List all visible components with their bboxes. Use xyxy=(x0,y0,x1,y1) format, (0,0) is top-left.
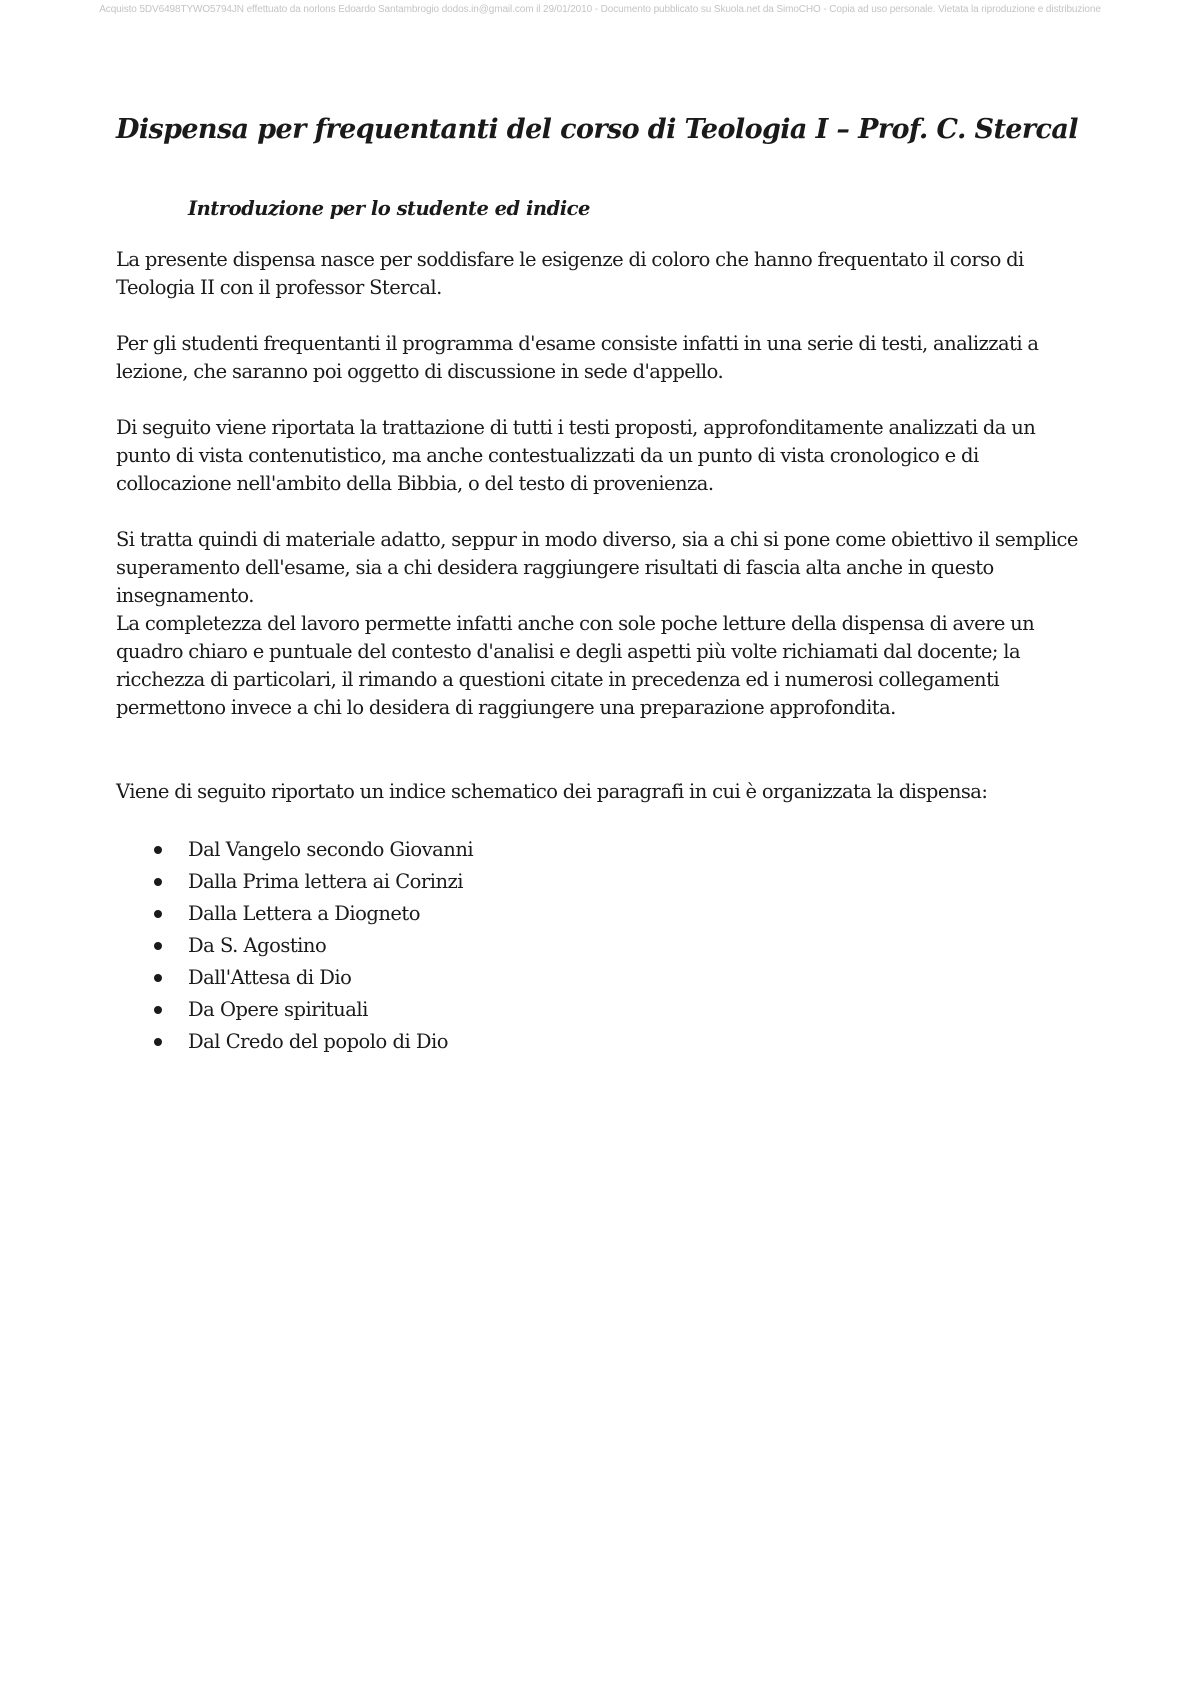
bullet-icon xyxy=(154,1006,162,1014)
bullet-icon xyxy=(154,846,162,854)
list-item-label: Da Opere spirituali xyxy=(188,998,368,1021)
list-item-label: Da S. Agostino xyxy=(188,934,327,957)
paragraph: La completezza del lavoro permette infatti anche con sole poche letture della dispensa di avere un quadro chiaro e puntuale del contesto d'analisi e degli aspetti più volte richiamati dal docente; la ricchezza di particolari, il rimando a questioni citate in precedenza ed i numerosi collegamenti permettono invece a chi lo desidera di raggiungere una preparazione approfondita. xyxy=(116,612,1035,719)
list-item xyxy=(154,866,1086,898)
list-item xyxy=(154,898,1086,930)
list-item-label: Dalla Prima lettera ai Corinzi xyxy=(188,870,464,893)
list-item xyxy=(154,1026,1086,1058)
document-page xyxy=(116,110,1086,1058)
list-item xyxy=(154,834,1086,866)
document-title: Dispensa per frequentanti del corso di Teologia I – Prof. C. Stercal xyxy=(116,114,1078,145)
list-item-label: Dalla Lettera a Diogneto xyxy=(188,902,420,925)
bullet-icon xyxy=(154,942,162,950)
paragraph: Si tratta quindi di materiale adatto, seppur in modo diverso, sia a chi si pone come obiettivo il semplice superamento dell'esame, sia a chi desidera raggiungere risultati di fascia alta anche in questo insegnamento. xyxy=(116,528,1078,607)
list-item-label: Dal Vangelo secondo Giovanni xyxy=(188,838,474,861)
list-item xyxy=(154,962,1086,994)
paragraph: La presente dispensa nasce per soddisfare le esigenze di coloro che hanno frequentato il corso di Teologia II con il professor Stercal. xyxy=(116,248,1024,299)
index-intro: Viene di seguito riportato un indice schematico dei paragrafi in cui è organizzata la dispensa: xyxy=(116,780,988,803)
bullet-icon xyxy=(154,1038,162,1046)
paragraph: Per gli studenti frequentanti il programma d'esame consiste infatti in una serie di testi, analizzati a lezione, che saranno poi oggetto di discussione in sede d'appello. xyxy=(116,332,1039,383)
list-item-label: Dall'Attesa di Dio xyxy=(188,966,352,989)
index-list xyxy=(154,834,1086,1058)
list-item xyxy=(154,930,1086,962)
paragraph: Di seguito viene riportata la trattazione di tutti i testi proposti, approfonditamente analizzati da un punto di vista contenutistico, ma anche contestualizzati da un punto di vista cronologico e di collocazione nell'ambito della Bibbia, o del testo di provenienza. xyxy=(116,416,1036,495)
watermark-text: Acquisto 5DV6498TYWO5794JN effettuato da norlons Edoardo Santambrogio dodos.in@gmail.com il 29/01/2010 - Documento pubblicato su Skuola.net da SimoCHO - Copia ad uso personale. Vietata la riproduzione e distribuzione xyxy=(99,4,1101,15)
bullet-icon xyxy=(154,878,162,886)
bullet-icon xyxy=(154,910,162,918)
list-item xyxy=(154,994,1086,1026)
bullet-icon xyxy=(154,974,162,982)
list-item-label: Dal Credo del popolo di Dio xyxy=(188,1030,449,1053)
intro-heading: Introduzione per lo studente ed indice xyxy=(188,197,590,220)
